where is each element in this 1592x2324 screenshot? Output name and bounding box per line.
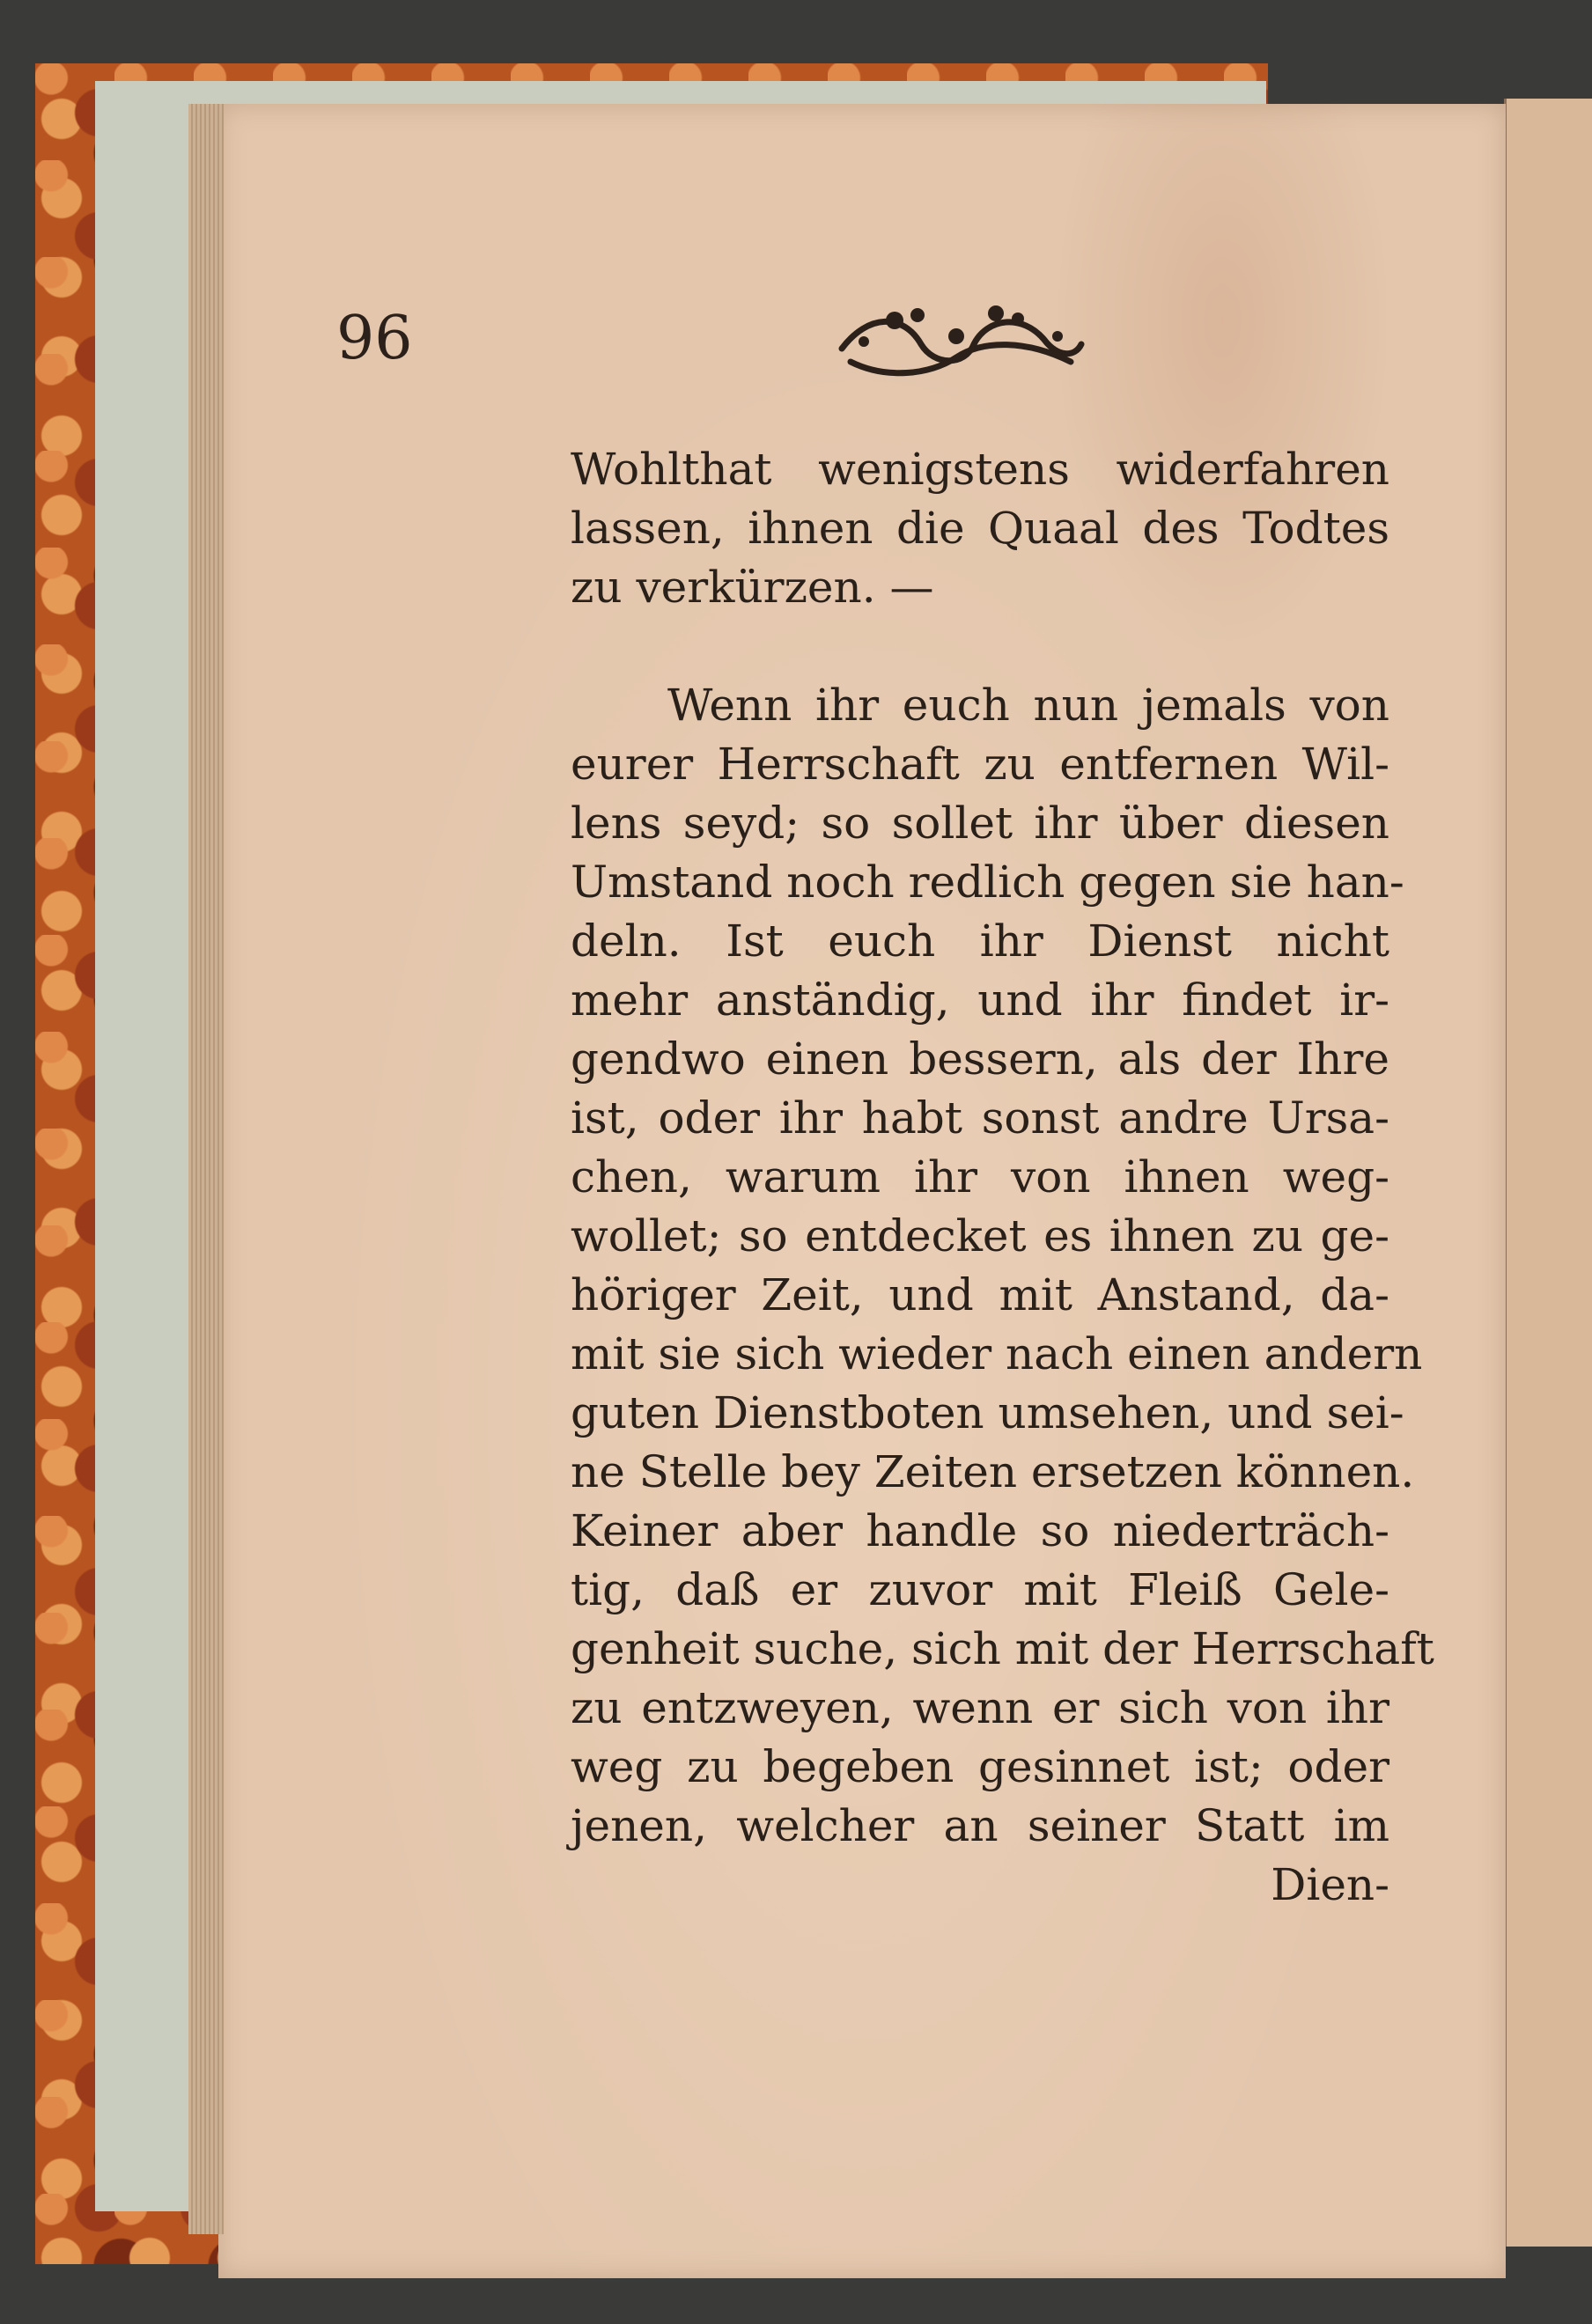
text-line: Keiner aber handle so niederträch- (571, 1505, 1389, 1556)
text-line: zu entzweyen, wenn er sich von ihr (571, 1682, 1389, 1733)
text-line: jenen, welcher an seiner Statt im (571, 1800, 1389, 1851)
text-line: chen, warum ihr von ihnen weg- (571, 1151, 1389, 1202)
text-line: wollet; so entdecket es ihnen zu ge- (571, 1210, 1389, 1261)
page-number: 96 (336, 304, 413, 373)
facing-page-edge (1504, 99, 1592, 2247)
text-line: guten Dienstboten umsehen, und sei- (571, 1387, 1404, 1438)
text-line: deln. Ist euch ihr Dienst nicht (571, 916, 1389, 967)
text-line: tig, daß er zuvor mit Fleiß Gele- (571, 1564, 1389, 1615)
text-line: eurer Herrschaft zu entfernen Wil- (571, 739, 1389, 790)
text-line: mehr anständig, und ihr findet ir- (571, 974, 1389, 1026)
text-line: Wenn ihr euch nun jemals von (667, 680, 1389, 731)
text-line: lens seyd; so sollet ihr über diesen (571, 798, 1389, 849)
text-line: ne Stelle bey Zeiten ersetzen können. (571, 1446, 1415, 1497)
text-line: Umstand noch redlich gegen sie han- (571, 857, 1404, 908)
text-line: Wohlthat wenigstens widerfahren (571, 444, 1389, 495)
text-line: ist, oder ihr habt sonst andre Ursa- (571, 1092, 1389, 1144)
page-edges (188, 104, 224, 2234)
text-line: weg zu begeben gesinnet ist; oder (571, 1741, 1389, 1792)
text-line: lassen, ihnen die Quaal des Todtes (571, 503, 1389, 554)
body-text (571, 440, 1434, 1915)
ornament-icon (833, 296, 1088, 384)
text-line: gendwo einen bessern, als der Ihre (571, 1033, 1389, 1085)
text-line: mit sie sich wieder nach einen andern (571, 1328, 1423, 1379)
text-line: höriger Zeit, und mit Anstand, da- (571, 1269, 1389, 1320)
catchword: Dien- (1271, 1859, 1389, 1910)
paragraph-break (571, 617, 1389, 676)
text-line: genheit suche, sich mit der Herrschaft (571, 1623, 1434, 1674)
text-line: zu verkürzen. — (571, 562, 934, 613)
